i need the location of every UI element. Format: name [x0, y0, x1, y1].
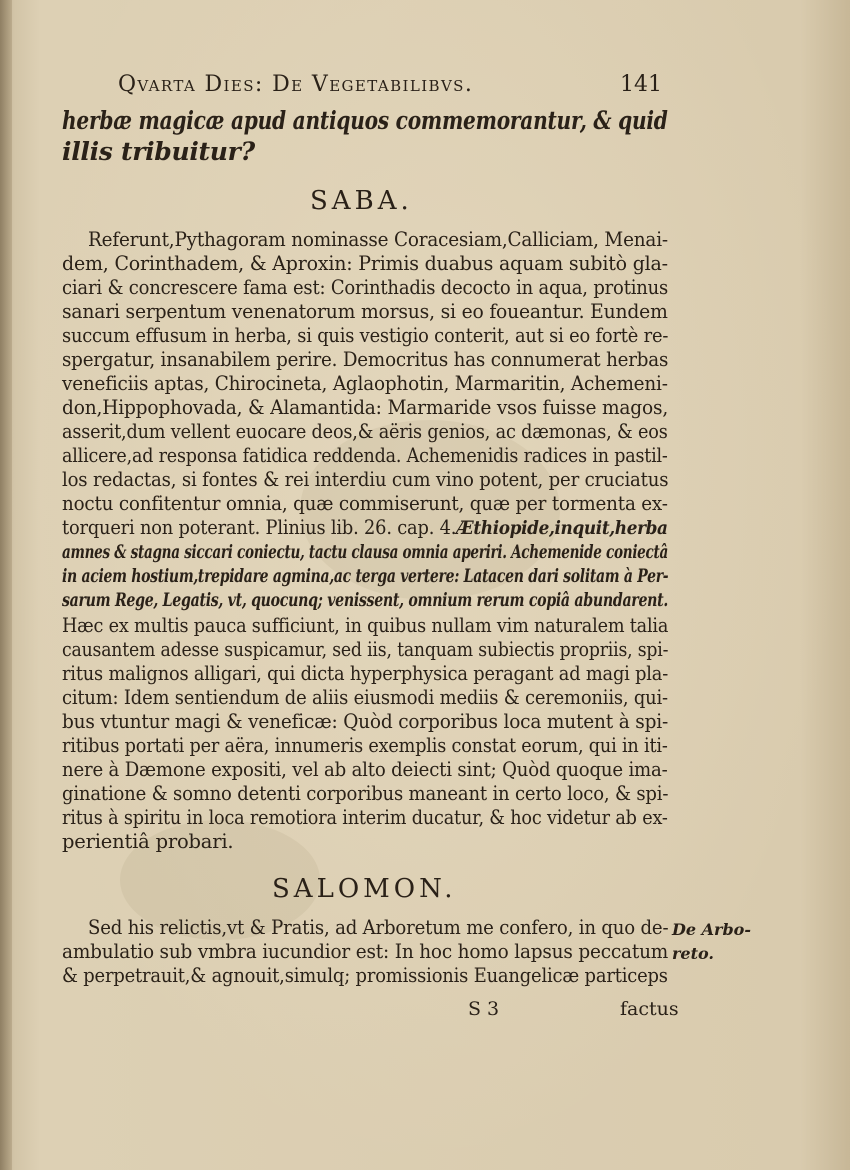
quotation-line: in aciem hostium,trepidare agmina,ac terga vertere: Latacen dari solitam à Per- — [62, 566, 669, 587]
chapter-title-line: illis tribuitur? — [62, 137, 255, 166]
text-line-italic: Æthiopide,inquit,herba — [456, 518, 668, 539]
text-line: los redactas, si fontes & rei interdiu cum vino potent, per cruciatus — [62, 468, 669, 491]
catchword: factus — [620, 998, 679, 1020]
text-line: citum: Idem sentiendum de aliis eiusmodi mediis & ceremoniis, qui- — [62, 686, 668, 709]
text-line: bus vtuntur magi & veneficæ: Quòd corporibus loca mutent à spi- — [62, 710, 669, 733]
signature-mark: S 3 — [468, 998, 500, 1020]
section-heading-saba: SABA. — [310, 186, 413, 216]
text-line: ritibus portati per aëra, innumeris exemplis constat eorum, qui in iti- — [62, 734, 668, 757]
margin-note-line: De Arbo- — [672, 920, 751, 939]
text-line: noctu confitentur omnia, quæ commiserunt, quæ per tormenta ex- — [62, 492, 668, 515]
text-line: spergatur, insanabilem perire. Democritus has connumerat herbas — [62, 348, 669, 371]
text-line: & perpetrauit,& agnouit,simulq; promissionis Euangelicæ particeps — [62, 964, 668, 987]
text-line: causantem adesse suspicamur, sed iis, tanquam subiectis propriis, spi- — [62, 638, 669, 661]
text-line: Hæc ex multis pauca sufficiunt, in quibus nullam vim naturalem talia — [62, 614, 669, 637]
section-heading-salomon: SALOMON. — [272, 874, 457, 904]
text-line — [62, 516, 668, 541]
text-line-roman: torqueri non poterant. Plinius lib. 26. cap. 4. — [62, 516, 457, 539]
quotation-line: sarum Rege, Legatis, vt, quocunq; venissent, omnium rerum copiâ abundarent. — [62, 590, 669, 611]
text-line: asserit,dum vellent euocare deos,& aëris genios, ac dæmonas, & eos — [62, 420, 668, 443]
page-number: 141 — [620, 72, 662, 97]
text-line: allicere,ad responsa fatidica reddenda. Achemenidis radices in pastil- — [62, 444, 668, 467]
text-line: ginatione & somno detenti corporibus maneant in certo loco, & spi- — [62, 782, 669, 805]
text-line: succum effusum in herba, si quis vestigio conterit, aut si eo fortè re- — [62, 324, 669, 347]
text-line: ritus malignos alligari, qui dicta hyperphysica peragant ad magi pla- — [62, 662, 669, 685]
text-line: nere à Dæmone expositi, vel ab alto deiecti sint; Quòd quoque ima- — [62, 758, 668, 781]
margin-note-line: reto. — [672, 944, 714, 963]
text-line: don,Hippophovada, & Alamantida: Marmaride vsos fuisse magos, — [62, 396, 669, 419]
text-line: ambulatio sub vmbra iucundior est: In hoc homo lapsus peccatum — [62, 940, 669, 963]
text-line: sanari serpentum venenatorum morsus, si eo foueantur. Eundem — [62, 300, 668, 323]
text-line: ciari & concrescere fama est: Corinthadis decocto in aqua, protinus — [62, 276, 669, 299]
chapter-title-line: herbæ magicæ apud antiquos commemorantur, & quid — [62, 106, 668, 135]
quotation-line: amnes & stagna siccari coniectu, tactu clausa omnia aperiri. Achemenide coniectâ — [62, 542, 668, 563]
text-line: ritus à spiritu in loca remotiora interim ducatur, & hoc videtur ab ex- — [62, 806, 668, 829]
page-gutter — [0, 0, 12, 1170]
text-line: veneficiis aptas, Chirocineta, Aglaophotin, Marmaritin, Achemeni- — [62, 372, 668, 395]
text-line: Sed his relictis,vt & Pratis, ad Arboretum me confero, in quo de- — [88, 916, 669, 939]
text-line: Referunt,Pythagoram nominasse Coracesiam,Calliciam, Menai- — [88, 228, 668, 251]
running-head: Qvarta Dies: De Vegetabilibvs. — [118, 72, 474, 97]
text-line: perientiâ probari. — [62, 830, 234, 853]
text-line: dem, Corinthadem, & Aproxin: Primis duabus aquam subitò gla- — [62, 252, 668, 275]
